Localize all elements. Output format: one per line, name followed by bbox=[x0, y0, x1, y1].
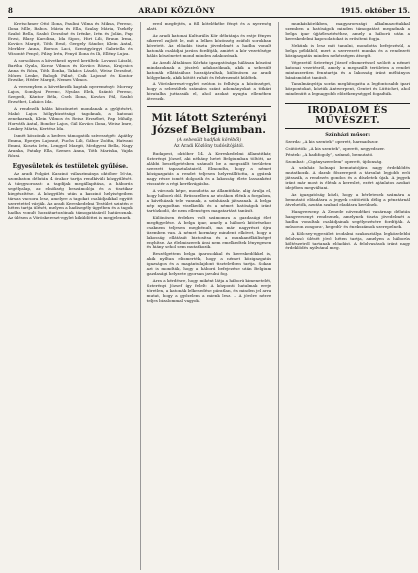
program-item: Szombat: „Cigányszerelem” operett, újdonság. bbox=[285, 158, 383, 164]
issue-date: 1915. október 15. bbox=[340, 6, 410, 15]
paragraph: Végezetül Szterényi József elismeréssel szólott a német katonai vezetésről, amely a megszállt területen a rendet mintaszerűen fenntartja és a lakosság iránt méltányos bánásmódot tanúsít. bbox=[285, 59, 411, 80]
paragraph: A Kölcsey-egyesület irodalmi szakosztálya legközelebbi felolvasó ülését jövő héten tartja, amelyen a háborús költészetről tartanak előadást. A felolvasások iránt nagy érdeklődés nyilvánul meg. bbox=[285, 230, 411, 251]
paragraph: munkáskörökben, magyarországi alkalmazottakkal szemben a hatóságok minden támogatást megadnak a belga ipar újjáélesztéséhez, amely a háború után a kereskedelmi kapcsolatokat is erősíteni fogja. bbox=[285, 22, 411, 41]
paragraph: A színház holnapi bemutatójára nagy érdeklődés mutatkozik. A darab főszerepeit a társulat legjobb erői játsszák, a rendezés gondos és a díszletek újak. A jegyek iránt már most is élénk a kereslet, ezért ajánlatos azokat idejében megváltani. bbox=[285, 165, 411, 190]
paragraph: A versenyben a következők kaptak nyereményt: Morvay Lajos, Somlyai Ferenc, Nyulas Elek, Szántó Ferenc, Szegedi, Kántor Béla, Cseh Ilona, Kovács Pál, Szabó Erzsébet, Lukács Ida. bbox=[8, 84, 133, 105]
columns bbox=[8, 22, 410, 570]
paragraph: Nekünk is lesz mit tanulni, mondotta befejezésül, a belga példából, mert a szervezett munka és a rendezett közigazgatás minden nehézségen átsegít. bbox=[285, 42, 411, 58]
program-item: Péntek: „A hadifogoly”, színmű, bemutató. bbox=[285, 152, 374, 158]
column-2 bbox=[140, 22, 272, 570]
paragraph: Az Aradi Általános Kórház igazgatósága hálásan köszöni mindazoknak a jószívű adakozóknak, akik a sebesült katonák ellátásához hozzájárultak, különösen az aradi hölgyeknek, akik kötött ruhát és fehérneműt küldtek. bbox=[146, 59, 272, 80]
paragraph: Az aradi katonai Kulturális Kör délutánja és estje fényes sikerrel zajlott le, mit a lelkes közönség zsúfolt sorokban követett. Az előadás tiszta jövedelmét a hadba vonult katonák családjai javára fordítják, amiért a kör vezetősége hálás köszönetet mond minden adakozónak. bbox=[146, 32, 272, 58]
masthead: ARADI KÖZLÖNY bbox=[138, 6, 216, 15]
paragraph: A városok képe, mondotta az államtitkár, alig árulja el, hogy háború dúl. Brüsszelben az utcákon élénk a forgalom, a kávéházak tele vannak, a színházak játszanak. A belga nép nyugodtan viselkedik és a német hatóságok iránt tartózkodó, de nem ellenséges magatartást tanúsít. bbox=[146, 187, 272, 213]
section-divider bbox=[147, 106, 272, 107]
program-item: Csütörtök: „A kis szentek”, operett, negyedszer. bbox=[285, 145, 385, 151]
paragraph: Tanulmányútja során meglátogatta a legfontosabb ipari központokat, köztük Antwerpent, Gentet és Lüttichet, ahol mindenütt a legnagyobb előzékenységgel fogadták. bbox=[285, 81, 411, 97]
article-byline: Az Aradi Közlöny tudósítójától. bbox=[173, 144, 245, 150]
paragraph: Beszélgettem belga iparosokkal és kereskedőkkel is, akik nyíltan elismerték, hogy a német közigazgatás igazságos és a magántulajdont tiszteletben tartja. Sokan azt is mondták, hogy a háború befejezése után Belgium gazdasági helyzete gyorsan javulni fog. bbox=[146, 251, 272, 277]
section-title: IRODALOM ÉS MŰVÉSZET. bbox=[285, 103, 410, 129]
paragraph: Az igazgatóság közli, hogy a bérletesek számára a bemutató előadásra a jegyek csütörtök délig a pénztárnál átvehetők, azután szabad eladásra kerülnek. bbox=[285, 191, 411, 207]
page-number: 8 bbox=[8, 6, 13, 15]
program-item: Szerda: „A kis szentek” operett, harmadszor. bbox=[285, 139, 379, 145]
paragraph: Különösen érdekes volt számomra a gazdasági élet megfigyelése. A belga ipar, amely a háború kitörésekor csaknem teljesen megbénult, ma már nagyrészt újra üzemben van. A német kormány mindent elkövet, hogy a lakosság ellátását biztosítsa és a munkanélküliséget enyhítse. Az élelmiszerek árai nem emelkedtek lényegesen és hiány sehol sem mutatkozik. bbox=[146, 214, 272, 250]
paragraph: A sorsolásra a következő nyerő kerültek: Lovassi László, Bartha Gyula, Koroz Vilmos és Kovács Rózsa, Krajcsics Anna és Róza, Tóth Ilonka, Takács László, Weisz Dezsőné, Mózes Lenke, Balogh Pálné, Csík Lajosné és Kontor Erzsike, Héder Margit, Nemes Vilmos. bbox=[8, 57, 133, 83]
paragraph: ered megfejtés, a fill kötelékébe fényt és a nyereség alatt. bbox=[146, 22, 272, 31]
paragraph: Az aradi Polgári Kaszinó választmánya október 16-án, szombaton délután 4 órakor tartja rendkívüli közgyűlését. A tárgysorozat: a tagdíjak megállapítása, a háborús segélyalap, az elnökség beszámolója és a tisztikar kiegészítése. A közgyűlés után a kaszinó helyiségeiben társas vacsora lesz, amelyre a tagokat családjaikkal együtt szeretettel várják. Az aradi Kereskedelmi Testület szintén e héten tartja ülését, melyen a hadisegély ügyében és a tagok hadba vonult hozzátartozóinak támogatásáról határoznak. Az ülésen a Vöröskereszt-egylet kiküldöttei is megjelennek. bbox=[8, 170, 133, 221]
paragraph: A rendezők hálás köszönetet mondanak a gyűjtésért, Makó Lajos hölgybizottsági tagoknak, a katonai zenekarnak, Klein Vilmos és Reisz Erzsébet, Pap Mihály, Horváth Antal, Bondor Lajos, Gál Kovács Ilona, Weisz Imre, Lenkey Márta, Kertész Ida. bbox=[8, 106, 133, 132]
column-1 bbox=[8, 22, 133, 570]
paragraph: A Vöröskereszt-egylet ezúton is felhívja a közönséget, hogy a sebesültek számára szánt adományokat a titkári hivatalba juttassák el, ahol azokat nyugta ellenében átveszik. bbox=[146, 81, 272, 102]
paragraph: Hangverseny. A Zenede növendékei vasárnap délután hangversenyt rendeznek, amelynek tiszta jövedelmét a hadba vonultak családjainak segélyezésére fordítják. A műsoron zongora-, hegedű- és énekszámok szerepelnek. bbox=[285, 208, 411, 229]
paragraph: Kretschmer Ottó Ilona, Paulini Vilma és Miksa, Ferenc, Ilona Mlle, Babos. Mária és Ella, Szalay Mária, Tsekély Szabó Bella, Szabó Dezsőné és Irénke, Irén és Jolán, Pap Erzsi, Blasy Karolina, Ida Sipos, Hirt Lili, Braun Irma, Kovács Margit, Tóth Ernő, Gergely Sándor, Klein Antal, Merkler Anna, Borsos Laci, Szentgyörgyi Gabriella és Wisonté Fenyő, Pilisy Irén, Fenyő Ilona és Ili, Ellény Lujza. bbox=[8, 22, 133, 56]
paragraph: Arra a kérdésre, hogy miként látja a háború kimenetelét, Szterényi József így felelt: A központi hatalmak ereje töretlen, a katonák lelkesedése páratlan, és minden jel arra mutat, hogy a győzelem a mienk lesz. – A jövőre nézve teljes bizalommal vagyok. bbox=[146, 278, 272, 303]
paragraph: Ismét köszönik a kedves támogatók szívességét: Apáthy Emma, Eperjes Lajosné, Fuchs Lili, Gábor Zsófia, Hatvani Emmi, Koszta Irén, Lengyel Margit, Medgyesi Bella, Nagy Aranka, Pataky Ella, Szenes Anna, Tóth Mariska, Vajda Rózsi. bbox=[8, 133, 133, 158]
article-headline: Mit látott Szterényi József Belgiumban. bbox=[151, 112, 267, 136]
page-header bbox=[8, 6, 410, 18]
subheading: Egyesületek és testületek gyűlése. bbox=[12, 162, 129, 170]
subheading: Színházi műsor: bbox=[325, 132, 371, 139]
article-deck: (A sebesült hadfiak köréből) bbox=[176, 138, 242, 144]
paragraph: Budapest, október 14. A Kereskedelmi államtitkár, Szterényi József, aki néhány hetet Belgiumban töltött, az alábbi beszélgetésben számolt be a megszállt területen szerzett tapasztalatairól. Elmondta, hogy a német közigazgatás a rendet teljesen helyreállította, a gyárak nagy része ismét dolgozik és a lakosság élete lassanként visszatér a régi kerékvágásba. bbox=[146, 151, 272, 187]
column-3 bbox=[278, 22, 410, 570]
